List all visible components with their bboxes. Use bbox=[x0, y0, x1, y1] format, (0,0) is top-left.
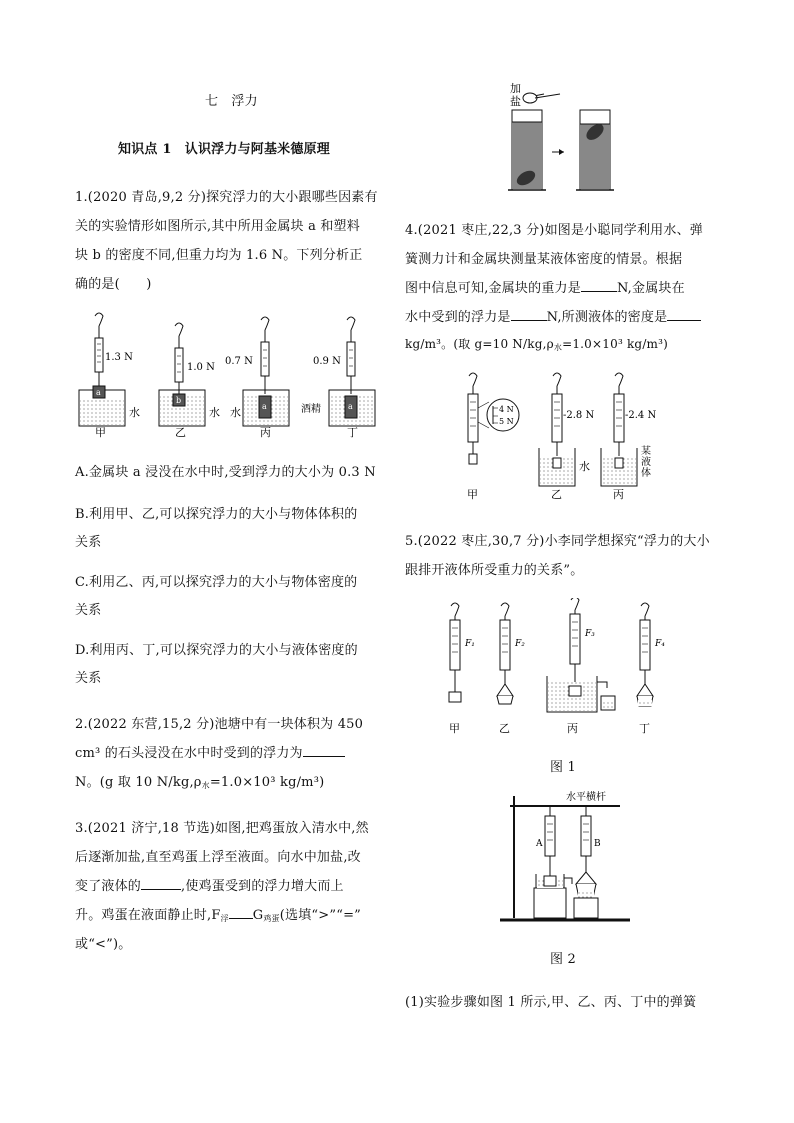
q2-line-3 bbox=[75, 771, 324, 791]
q1-block-yi: b bbox=[176, 396, 182, 405]
q2-text: cm³ 的石头浸没在水中时受到的浮力为 bbox=[75, 746, 303, 761]
q4-liquid-bing-1: 某 bbox=[641, 446, 651, 457]
q2-line-2 bbox=[75, 742, 345, 761]
q3-blank-1[interactable] bbox=[141, 877, 181, 890]
q5-fig1-caption-yi: 乙 bbox=[499, 722, 510, 735]
q3-blank-2[interactable] bbox=[229, 906, 253, 919]
q2-text-3a: N。(g 取 10 N/kg,ρ bbox=[75, 775, 202, 790]
q5-fig1-jia bbox=[449, 603, 475, 735]
q3-figure-label-char1: 加 bbox=[510, 82, 521, 95]
q1-caption-jia: 甲 bbox=[95, 426, 106, 438]
q1-reading-ding: 0.9 N bbox=[313, 356, 341, 367]
q3-line-2: 后逐渐加盐,直至鸡蛋上浮至液面。向水中加盐,改 bbox=[75, 850, 361, 865]
q5-bar-label: 水平横杆 bbox=[566, 792, 606, 803]
q5-label-a: A bbox=[536, 839, 543, 849]
section-title: 知识点 1 认识浮力与阿基米德原理 bbox=[118, 142, 330, 157]
q1-liquid-yi: 水 bbox=[209, 406, 220, 419]
q1-caption-ding: 丁 bbox=[347, 426, 358, 438]
q1-liquid-ding: 酒精 bbox=[301, 404, 321, 415]
q5-figure-2-caption: 图 2 bbox=[550, 952, 577, 967]
q1-option-c-line2: 关系 bbox=[75, 603, 102, 618]
q3-text-4a: 升。鸡蛋在液面静止时,F bbox=[75, 908, 221, 923]
q4-setup-bing bbox=[601, 373, 656, 501]
q4-line-3 bbox=[405, 277, 685, 296]
q1-block-jia: a bbox=[96, 388, 101, 397]
q1-setup-bing bbox=[225, 317, 289, 438]
q4-text-4b: N,所测液体的密度是 bbox=[546, 310, 668, 325]
q5-figure-1 bbox=[435, 598, 695, 738]
q4-reading-yi-value: 2.8 N bbox=[566, 410, 595, 421]
q3-sub-2: 鸡蛋 bbox=[263, 914, 280, 923]
q3-line-4 bbox=[75, 904, 361, 924]
q1-reading-jia: 1.3 N bbox=[105, 352, 133, 363]
q3-figure bbox=[500, 80, 635, 195]
q3-line-1: 3.(2021 济宁,18 节选)如图,把鸡蛋放入清水中,然 bbox=[75, 821, 369, 836]
q4-line-2: 簧测力计和金属块测量某液体密度的情景。根据 bbox=[405, 252, 683, 267]
q4-reading-bing-value: 2.4 N bbox=[628, 410, 657, 421]
q2-sub: 水 bbox=[201, 781, 210, 790]
q5-force-f2: F₂ bbox=[515, 639, 525, 649]
q4-liquid-bing bbox=[641, 444, 651, 479]
q4-caption-yi: 乙 bbox=[551, 488, 562, 501]
q4-line-4 bbox=[405, 306, 701, 325]
q4-text-4a: 水中受到的浮力是 bbox=[405, 310, 511, 325]
q1-liquid-bing: 水 bbox=[230, 406, 241, 419]
q5-label-b: B bbox=[594, 839, 601, 849]
q5-figure-2 bbox=[490, 788, 640, 928]
q1-option-b-line1: B.利用甲、乙,可以探究浮力的大小与物体体积的 bbox=[75, 507, 358, 522]
q1-caption-bing: 丙 bbox=[260, 426, 271, 438]
q4-liquid-bing-3: 体 bbox=[641, 468, 651, 479]
q1-liquid-jia: 水 bbox=[129, 406, 140, 419]
q5-figure-1-caption: 图 1 bbox=[550, 760, 577, 775]
q4-reading-yi: -2.8 N bbox=[563, 410, 595, 421]
q4-liquid-bing-2: 液 bbox=[641, 457, 651, 468]
q4-setup-jia bbox=[467, 373, 519, 501]
q4-text-3a: 图中信息可知,金属块的重力是 bbox=[405, 281, 581, 296]
q5-fig1-yi bbox=[497, 603, 525, 735]
q4-line-5 bbox=[405, 335, 668, 353]
q2-answer-blank[interactable] bbox=[303, 744, 345, 757]
q1-setup-ding bbox=[301, 317, 375, 438]
q3-line-3 bbox=[75, 875, 344, 894]
q1-line-4: 确的是( ) bbox=[75, 277, 152, 292]
q4-blank-3[interactable] bbox=[667, 308, 701, 321]
q4-liquid-yi: 水 bbox=[579, 460, 590, 473]
q4-zoom-tick-4n: 4 N bbox=[499, 405, 514, 414]
q4-zoom-tick-5n: 5 N bbox=[499, 417, 514, 426]
q1-reading-bing: 0.7 N bbox=[225, 356, 253, 367]
q5-force-f1: F₁ bbox=[465, 639, 475, 649]
q1-figure bbox=[75, 308, 385, 438]
q1-reading-yi: 1.0 N bbox=[187, 362, 215, 373]
q5-line-1: 5.(2022 枣庄,30,7 分)小李同学想探究“浮力的大小 bbox=[405, 534, 710, 549]
q4-text-3b: N,金属块在 bbox=[616, 281, 685, 296]
chapter-title: 七 浮力 bbox=[205, 94, 258, 109]
q4-caption-jia: 甲 bbox=[467, 488, 478, 501]
q1-option-b-line2: 关系 bbox=[75, 535, 102, 550]
q4-reading-bing: -2.4 N bbox=[625, 410, 657, 421]
q1-line-3: 块 b 的密度不同,但重力均为 1.6 N。下列分析正 bbox=[75, 248, 363, 263]
q5-fig1-caption-jia: 甲 bbox=[449, 722, 460, 735]
q5-line-2: 跟排开液体所受重力的关系”。 bbox=[405, 563, 584, 578]
q3-sub-1: 浮 bbox=[220, 914, 229, 923]
q4-setup-yi bbox=[539, 373, 594, 501]
q2-text-3b: =1.0×10³ kg/m³) bbox=[209, 775, 325, 790]
q4-figure bbox=[455, 370, 705, 505]
q2-line-1: 2.(2022 东营,15,2 分)池塘中有一块体积为 450 bbox=[75, 717, 364, 732]
q5-fig1-caption-bing: 丙 bbox=[567, 722, 578, 735]
q1-option-a: A.金属块 a 浸没在水中时,受到浮力的大小为 0.3 N bbox=[75, 465, 376, 480]
q5-force-f3: F₃ bbox=[585, 629, 595, 639]
q1-line-1: 1.(2020 青岛,9,2 分)探究浮力的大小跟哪些因素有 bbox=[75, 190, 378, 205]
q5-fig1-ding bbox=[637, 603, 665, 735]
q3-text-4b: G bbox=[252, 908, 264, 923]
q3-figure-label-char2: 盐 bbox=[510, 95, 521, 108]
q1-line-2: 关的实验情形如图所示,其中所用金属块 a 和塑料 bbox=[75, 219, 360, 234]
q4-blank-2[interactable] bbox=[511, 308, 547, 321]
q5-step-1: (1)实验步骤如图 1 所示,甲、乙、丙、丁中的弹簧 bbox=[405, 995, 697, 1010]
q4-text-5b: =1.0×10³ kg/m³) bbox=[562, 337, 669, 351]
q1-block-bing: a bbox=[262, 402, 267, 411]
q5-fig1-caption-ding: 丁 bbox=[639, 722, 650, 735]
q1-block-ding: a bbox=[348, 402, 353, 411]
q4-line-1: 4.(2021 枣庄,22,3 分)如图是小聪同学利用水、弹 bbox=[405, 223, 703, 238]
q4-caption-bing: 丙 bbox=[613, 488, 624, 501]
q1-option-d-line2: 关系 bbox=[75, 671, 102, 686]
q4-text-5a: kg/m³。(取 g=10 N/kg,ρ bbox=[405, 337, 554, 351]
q3-text-3a: 变了液体的 bbox=[75, 879, 142, 894]
q1-caption-yi: 乙 bbox=[175, 426, 186, 438]
q1-option-d-line1: D.利用丙、丁,可以探究浮力的大小与液体密度的 bbox=[75, 643, 358, 658]
q5-fig1-bing bbox=[547, 598, 615, 735]
q3-text-3b: ,使鸡蛋受到的浮力增大而上 bbox=[181, 879, 344, 894]
q3-text-4c: (选填“>”“=” bbox=[279, 908, 362, 923]
q1-option-c-line1: C.利用乙、丙,可以探究浮力的大小与物体密度的 bbox=[75, 575, 358, 590]
q1-setup-yi bbox=[159, 323, 220, 438]
q3-line-5: 或“<”)。 bbox=[75, 937, 132, 952]
q1-setup-jia bbox=[79, 313, 140, 438]
q4-blank-1[interactable] bbox=[581, 279, 617, 292]
q5-force-f4: F₄ bbox=[655, 639, 665, 649]
q4-sub: 水 bbox=[553, 343, 563, 352]
